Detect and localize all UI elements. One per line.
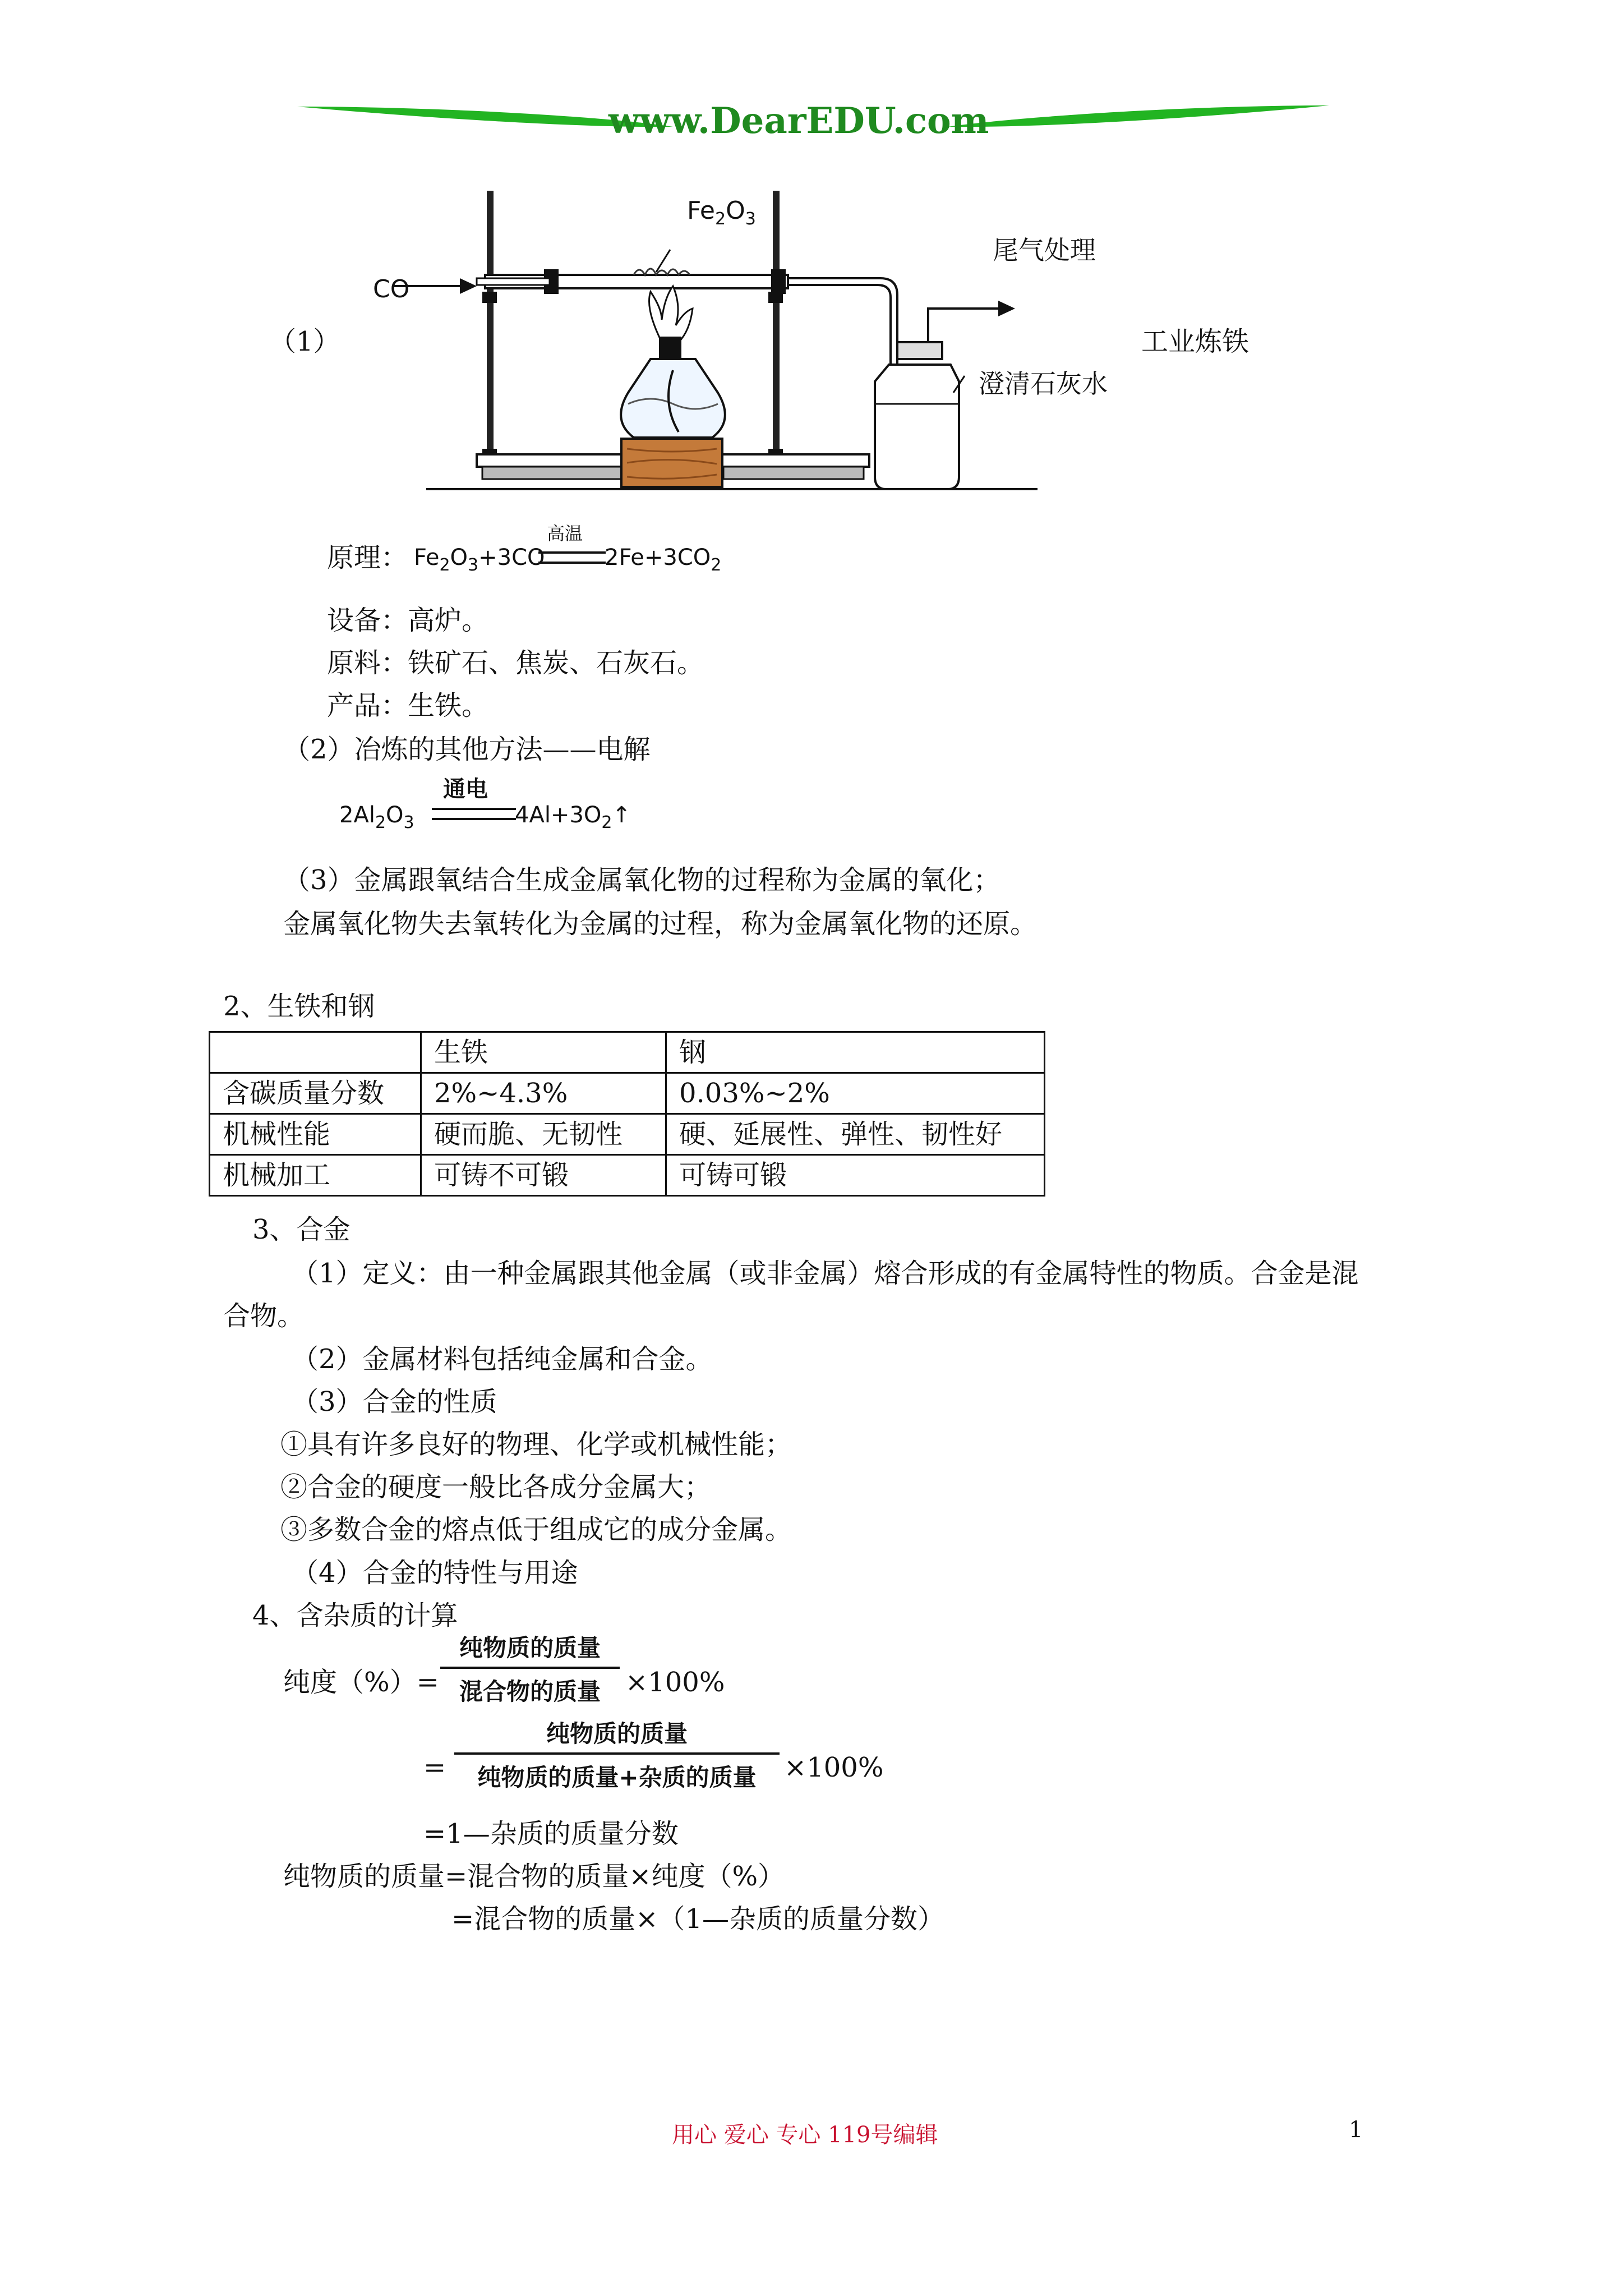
site-title: www.DearEDU.com	[608, 100, 989, 142]
table-header-cell: 钢	[666, 1032, 1045, 1073]
fraction-numerator: 纯物质的质量	[459, 1634, 601, 1662]
table-header-row	[210, 1032, 1045, 1073]
section4-title: 4、含杂质的计算	[252, 1600, 458, 1631]
principle-label: 原理：	[327, 542, 408, 573]
method2-equals	[432, 808, 516, 820]
section3-p3: （3）合金的性质	[292, 1386, 497, 1418]
fraction-bar	[454, 1752, 780, 1755]
method2-rhs: $4Al+3O_2↑$	[515, 802, 631, 832]
section3-p4: （4）合金的特性与用途	[292, 1557, 578, 1589]
times-100-1: ×100%	[625, 1667, 725, 1698]
table-cell: 含碳质量分数	[210, 1073, 421, 1114]
figure-caption: 工业炼铁	[1141, 326, 1249, 357]
table-header-cell	[210, 1032, 421, 1073]
table-row	[210, 1073, 1045, 1114]
principle-lhs: $Fe_2O_3+3CO$	[414, 545, 545, 575]
section3-def-line1: （1）定义：由一种金属跟其他金属（或非金属）熔合形成的有金属特性的物质。合金是混	[292, 1258, 1359, 1289]
materials-line: 原料：铁矿石、焦炭、石灰石。	[327, 647, 704, 679]
limewater-label: 澄清石灰水	[979, 369, 1108, 399]
table-cell: 2%~4.3%	[421, 1073, 666, 1114]
iron-steel-table	[209, 1031, 1045, 1197]
table-cell: 0.03%~2%	[666, 1073, 1045, 1114]
purity-fraction-2	[454, 1715, 780, 1800]
fraction-denominator: 纯物质的质量+杂质的质量	[477, 1764, 757, 1791]
times-100-2: ×100%	[784, 1752, 884, 1783]
table-row	[210, 1114, 1045, 1155]
section3-c3: ③多数合金的熔点低于组成它的成分金属。	[280, 1514, 792, 1545]
item-number: （1）	[269, 326, 340, 357]
product-line: 产品：生铁。	[327, 690, 489, 721]
section3-c2: ②合金的硬度一般比各成分金属大；	[280, 1471, 712, 1503]
method2-lhs: $2Al_2O_3$	[339, 802, 414, 832]
section3-def-line2: 合物。	[223, 1300, 305, 1332]
section4-line4: 纯物质的质量=混合物的质量×纯度（%）	[283, 1861, 785, 1892]
table-cell: 硬、延展性、弹性、韧性好	[666, 1114, 1045, 1155]
section3-c1: ①具有许多良好的物理、化学或机械性能；	[280, 1429, 792, 1460]
table-cell: 机械加工	[210, 1155, 421, 1196]
table-row	[210, 1155, 1045, 1196]
footer-text: 用心 爱心 专心 119号编辑	[672, 2122, 938, 2148]
oxidation-line2: 金属氧化物失去氧转化为金属的过程，称为金属氧化物的还原。	[283, 908, 1038, 940]
purity-fraction-1	[440, 1630, 620, 1714]
principle-equals	[538, 551, 606, 564]
table-cell: 可铸可锻	[666, 1155, 1045, 1196]
equipment-line: 设备：高炉。	[327, 605, 489, 636]
co-label: CO	[373, 275, 410, 303]
page-number: 1	[1349, 2117, 1363, 2143]
method2-title: （2）冶炼的其他方法——电解	[283, 734, 651, 765]
fraction-bar	[440, 1667, 620, 1669]
section4-line3: =1—杂质的质量分数	[423, 1818, 679, 1849]
table-header-cell: 生铁	[421, 1032, 666, 1073]
table-cell: 机械性能	[210, 1114, 421, 1155]
section2-title: 2、生铁和钢	[223, 991, 375, 1022]
fraction-numerator: 纯物质的质量	[546, 1720, 688, 1747]
principle-rhs: $2Fe+3CO_2$	[605, 545, 722, 575]
fe2o3-label: $Fe_2O_3$	[687, 196, 756, 229]
exhaust-label: 尾气处理	[993, 235, 1096, 265]
section3-title: 3、合金	[252, 1214, 351, 1245]
purity-label: 纯度（%）=	[283, 1667, 439, 1698]
section3-p2: （2）金属材料包括纯金属和合金。	[292, 1343, 713, 1375]
equals-sign: =	[423, 1752, 446, 1783]
method2-condition: 通电	[443, 776, 488, 802]
principle-condition: 高温	[547, 523, 583, 544]
table-cell: 硬而脆、无韧性	[421, 1114, 666, 1155]
fraction-denominator: 混合物的质量	[459, 1678, 601, 1705]
oxidation-line1: （3）金属跟氧结合生成金属氧化物的过程称为金属的氧化；	[283, 864, 1000, 896]
table-cell: 可铸不可锻	[421, 1155, 666, 1196]
section4-line5: =混合物的质量×（1—杂质的质量分数）	[451, 1903, 944, 1935]
